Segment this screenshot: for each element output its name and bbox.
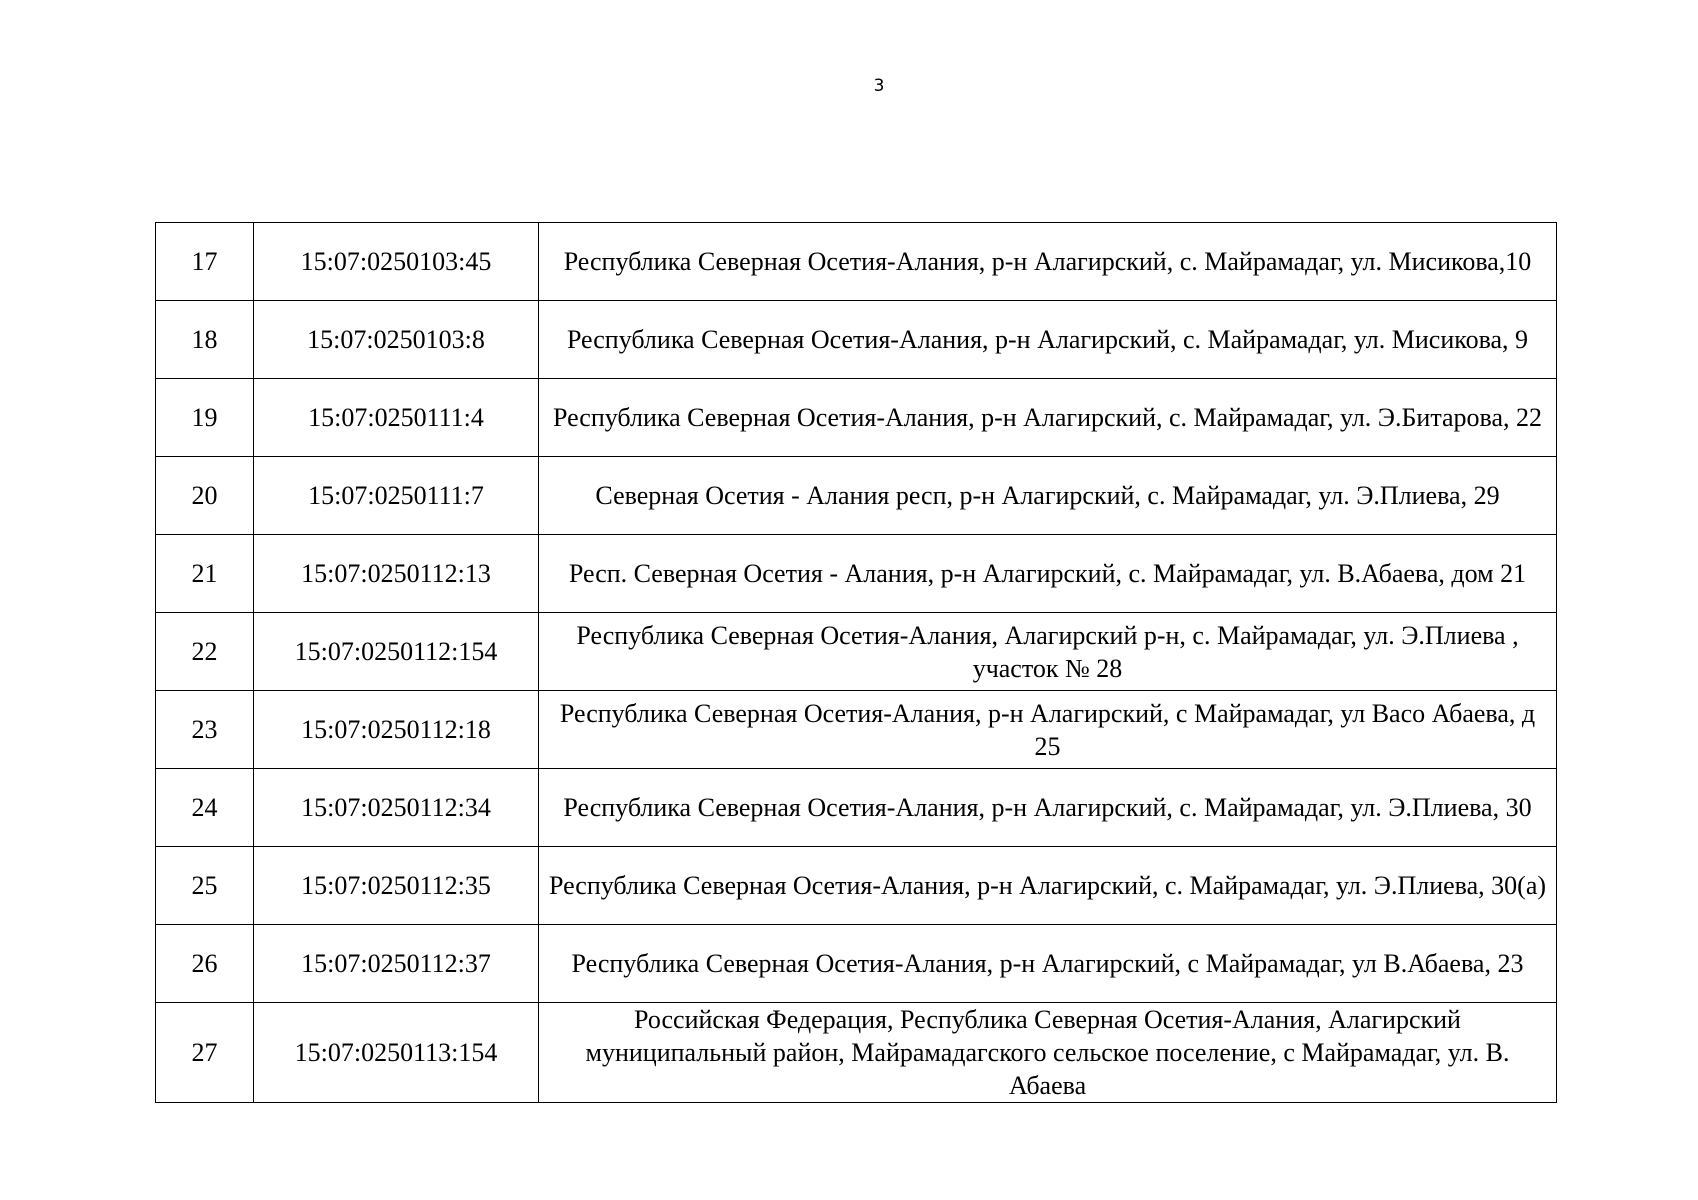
row-number: 21 bbox=[156, 535, 254, 613]
table-row bbox=[156, 379, 1557, 457]
cadastral-number: 15:07:0250112:18 bbox=[254, 691, 539, 769]
row-number: 20 bbox=[156, 457, 254, 535]
address: Республика Северная Осетия-Алания, р-н Алагирский, с Майрамадаг, ул Васо Абаева, д 25 bbox=[539, 691, 1557, 769]
row-number: 26 bbox=[156, 925, 254, 1003]
cadastral-number: 15:07:0250103:8 bbox=[254, 301, 539, 379]
address: Республика Северная Осетия-Алания, р-н Алагирский, с Майрамадаг, ул В.Абаева, 23 bbox=[539, 925, 1557, 1003]
address: Республика Северная Осетия-Алания, р-н Алагирский, с. Майрамадаг, ул. Мисикова,10 bbox=[539, 223, 1557, 301]
row-number: 17 bbox=[156, 223, 254, 301]
table-row bbox=[156, 613, 1557, 691]
cadastral-number: 15:07:0250112:13 bbox=[254, 535, 539, 613]
cadastral-number: 15:07:0250111:4 bbox=[254, 379, 539, 457]
address: Республика Северная Осетия-Алания, Алагирский р-н, с. Майрамадаг, ул. Э.Плиева , участок № 28 bbox=[539, 613, 1557, 691]
address: Респ. Северная Осетия - Алания, р-н Алагирский, с. Майрамадаг, ул. В.Абаева, дом 21 bbox=[539, 535, 1557, 613]
table-row bbox=[156, 301, 1557, 379]
row-number: 19 bbox=[156, 379, 254, 457]
cadastral-number: 15:07:0250111:7 bbox=[254, 457, 539, 535]
table-row bbox=[156, 1003, 1557, 1103]
row-number: 23 bbox=[156, 691, 254, 769]
parcels-table bbox=[155, 222, 1557, 1103]
table-row bbox=[156, 925, 1557, 1003]
cadastral-number: 15:07:0250103:45 bbox=[254, 223, 539, 301]
address: Республика Северная Осетия-Алания, р-н Алагирский, с. Майрамадаг, ул. Э.Битарова, 22 bbox=[539, 379, 1557, 457]
cadastral-number: 15:07:0250112:154 bbox=[254, 613, 539, 691]
row-number: 22 bbox=[156, 613, 254, 691]
row-number: 27 bbox=[156, 1003, 254, 1103]
table-row bbox=[156, 847, 1557, 925]
cadastral-number: 15:07:0250112:37 bbox=[254, 925, 539, 1003]
table-row bbox=[156, 223, 1557, 301]
row-number: 24 bbox=[156, 769, 254, 847]
table-row bbox=[156, 535, 1557, 613]
table-row bbox=[156, 457, 1557, 535]
cadastral-number: 15:07:0250112:35 bbox=[254, 847, 539, 925]
address: Республика Северная Осетия-Алания, р-н Алагирский, с. Майрамадаг, ул. Э.Плиева, 30(а) bbox=[539, 847, 1557, 925]
row-number: 25 bbox=[156, 847, 254, 925]
address: Республика Северная Осетия-Алания, р-н Алагирский, с. Майрамадаг, ул. Мисикова, 9 bbox=[539, 301, 1557, 379]
cadastral-number: 15:07:0250113:154 bbox=[254, 1003, 539, 1103]
address: Российская Федерация, Республика Северная Осетия-Алания, Алагирский муниципальный район, Майрамадагского сельское поселение, с Майрамадаг, ул. В. Абаева bbox=[539, 1003, 1557, 1103]
address: Республика Северная Осетия-Алания, р-н Алагирский, с. Майрамадаг, ул. Э.Плиева, 30 bbox=[539, 769, 1557, 847]
cadastral-number: 15:07:0250112:34 bbox=[254, 769, 539, 847]
table-row bbox=[156, 769, 1557, 847]
table-row bbox=[156, 691, 1557, 769]
address: Северная Осетия - Алания респ, р-н Алагирский, с. Майрамадаг, ул. Э.Плиева, 29 bbox=[539, 457, 1557, 535]
row-number: 18 bbox=[156, 301, 254, 379]
page-number: 3 bbox=[873, 76, 885, 96]
